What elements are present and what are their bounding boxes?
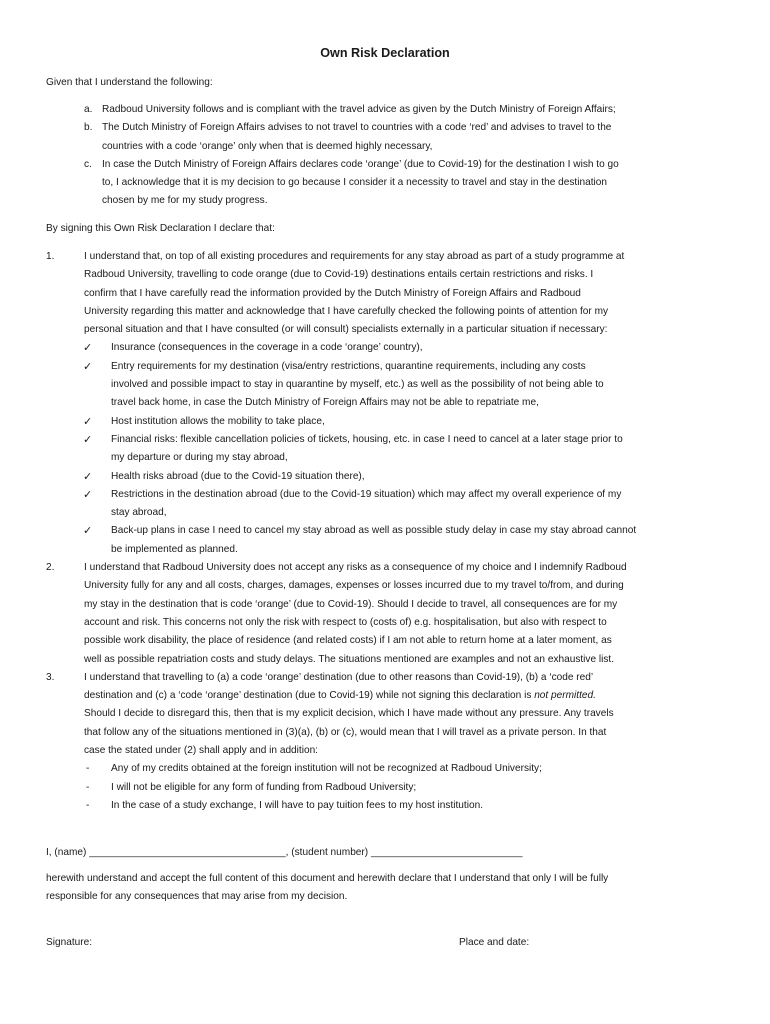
acceptance-line: herewith understand and accept the full content of this document and herewith declare that I understand that only I will be fully [46, 873, 609, 884]
checkmark-icon: ✓ [83, 415, 93, 428]
item-number: 3. [46, 671, 55, 683]
checkmark-icon: ✓ [83, 488, 93, 501]
check-line: involved and possible impact to stay in quarantine by myself, etc.) as well as the possibility of not being able to [111, 379, 604, 391]
item-line: account and risk. This concerns not only the risk with respect to (costs of) e.g. hospitalisation, but also with respect to [84, 616, 607, 628]
dash-line: Any of my credits obtained at the foreign institution will not be recognized at Radboud University; [111, 763, 542, 775]
checkmark-icon: ✓ [83, 360, 93, 373]
item-line: case the stated under (2) shall apply and in addition: [84, 745, 318, 757]
condition-label: b. [84, 122, 93, 134]
condition-label: c. [84, 158, 92, 170]
item-line [84, 687, 596, 705]
check-item [0, 431, 770, 449]
condition-line: In case the Dutch Ministry of Foreign Affairs declares code ‘orange’ (due to Covid-19) for the destination I wish to go [102, 158, 619, 170]
checkmark-icon: ✓ [83, 525, 93, 538]
declaration-item-3 [0, 669, 770, 687]
check-line: Back-up plans in case I need to cancel my stay abroad as well as possible study delay in case my stay abroad cannot [111, 525, 637, 537]
item-line: possible work disability, the place of residence (and related costs) if I am not able to return home at a later moment, as [84, 635, 612, 647]
declaration-item-2 [0, 559, 770, 577]
check-item [0, 486, 770, 504]
dash-bullet: - [86, 799, 90, 811]
item-line: I understand that travelling to (a) a code ‘orange’ destination (due to other reasons than Covid-19), (b) a ‘code red’ [84, 671, 594, 683]
item-line: that follow any of the situations mentioned in (3)(a), (b) or (c), would mean that I will travel as a private person. In that [84, 726, 607, 738]
condition-line: countries with a code ‘orange’ only when that is deemed highly necessary, [102, 140, 433, 152]
check-line: Health risks abroad (due to the Covid-19 situation there), [111, 470, 365, 482]
condition-line: to, I acknowledge that it is my decision to go because I consider it a necessity to travel and stay in the destination [102, 177, 607, 189]
item-number: 2. [46, 562, 55, 574]
item-line: well as possible repatriation costs and study delays. The situations mentioned are examples and not an exhaustive list. [84, 653, 615, 665]
condition-item [0, 156, 770, 174]
check-line: travel back home, in case the Dutch Ministry of Foreign Affairs may not be able to repatriate me, [111, 397, 539, 409]
check-line: my departure or during my stay abroad, [111, 452, 288, 464]
item-line: University fully for any and all costs, charges, damages, expenses or losses incurred due to my travel to/from, and during [84, 580, 624, 592]
item-line: my stay in the destination that is code ‘orange’ (due to Covid-19). Should I decide to travel, all consequences are for my [84, 598, 618, 610]
item-number: 1. [46, 251, 55, 262]
dash-line: In the case of a study exchange, I will have to pay tuition fees to my host institution. [111, 799, 483, 811]
check-item [0, 413, 770, 431]
item-line: I understand that, on top of all existing procedures and requirements for any stay abroad as part of a study programme at [84, 251, 625, 262]
check-line: be implemented as planned. [111, 543, 238, 555]
check-line: Financial risks: flexible cancellation policies of tickets, housing, etc. in case I need to cancel at a later stage prior to [111, 433, 623, 445]
acceptance-line: responsible for any consequences that may arise from my decision. [46, 891, 348, 903]
emphasis-text: not permitted. [534, 690, 596, 702]
name-student-number-field[interactable]: I, (name) ___________________________________, (student number) ___________________________ [46, 847, 523, 858]
item-line: University regarding this matter and acknowledge that I have carefully checked the following points of attention for my [84, 305, 609, 317]
dash-item [0, 760, 770, 778]
place-date-label: Place and date: [459, 937, 530, 948]
condition-line: Radboud University follows and is compliant with the travel advice as given by the Dutch Ministry of Foreign Affairs; [102, 104, 616, 115]
item-line: Should I decide to disregard this, then that is my explicit decision, which I have made without any pressure. Any travels [84, 708, 614, 720]
acceptance-text [46, 870, 608, 907]
conditions-list [0, 101, 770, 211]
checkmark-icon: ✓ [83, 433, 93, 446]
dash-bullet: - [86, 763, 90, 775]
check-line: stay abroad, [111, 507, 167, 519]
declaration-list [0, 248, 770, 815]
dash-bullet: - [86, 781, 90, 793]
check-item [0, 468, 770, 486]
condition-item [0, 119, 770, 137]
check-item [0, 358, 770, 376]
item-line: personal situation and that I have consulted (or will consult) specialists externally in a particular situation if necessary: [84, 324, 608, 336]
document-title: Own Risk Declaration [320, 46, 450, 60]
dash-item [0, 797, 770, 815]
check-line: Insurance (consequences in the coverage in a code ‘orange’ country), [111, 342, 423, 354]
check-line: Entry requirements for my destination (visa/entry restrictions, quarantine requirements, including any costs [111, 360, 586, 372]
dash-line: I will not be eligible for any form of funding from Radboud University; [111, 781, 417, 793]
item-line: Radboud University, travelling to code orange (due to Covid-19) destinations entails certain restrictions and risks. I [84, 269, 594, 281]
signature-label: Signature: [46, 937, 93, 948]
declaration-item-1 [0, 248, 770, 266]
condition-line: chosen by me for my study progress. [102, 195, 268, 207]
item-line-text: destination and (c) a ‘code ‘orange’ destination (due to Covid-19) while not signing this declaration is [84, 690, 535, 702]
checkmark-icon: ✓ [83, 342, 93, 355]
condition-line: The Dutch Ministry of Foreign Affairs advises to not travel to countries with a code ‘red’ and advises to travel to the [102, 122, 612, 134]
checkmark-icon: ✓ [83, 470, 93, 483]
check-item [0, 339, 770, 357]
dash-item [0, 779, 770, 797]
condition-label: a. [84, 104, 93, 115]
item-line: I understand that Radboud University does not accept any risks as a consequence of my choice and I indemnify Radboud [84, 562, 627, 574]
item-line: confirm that I have carefully read the information provided by the Dutch Ministry of Foreign Affairs and Radboud [84, 287, 581, 299]
intro-text: Given that I understand the following: [46, 77, 213, 88]
check-item [0, 522, 770, 540]
check-line: Host institution allows the mobility to take place, [111, 415, 325, 427]
condition-item [0, 101, 770, 119]
check-line: Restrictions in the destination abroad (due to the Covid-19 situation) which may affect my overall experience of my [111, 488, 622, 500]
declaration-intro: By signing this Own Risk Declaration I declare that: [46, 223, 275, 234]
